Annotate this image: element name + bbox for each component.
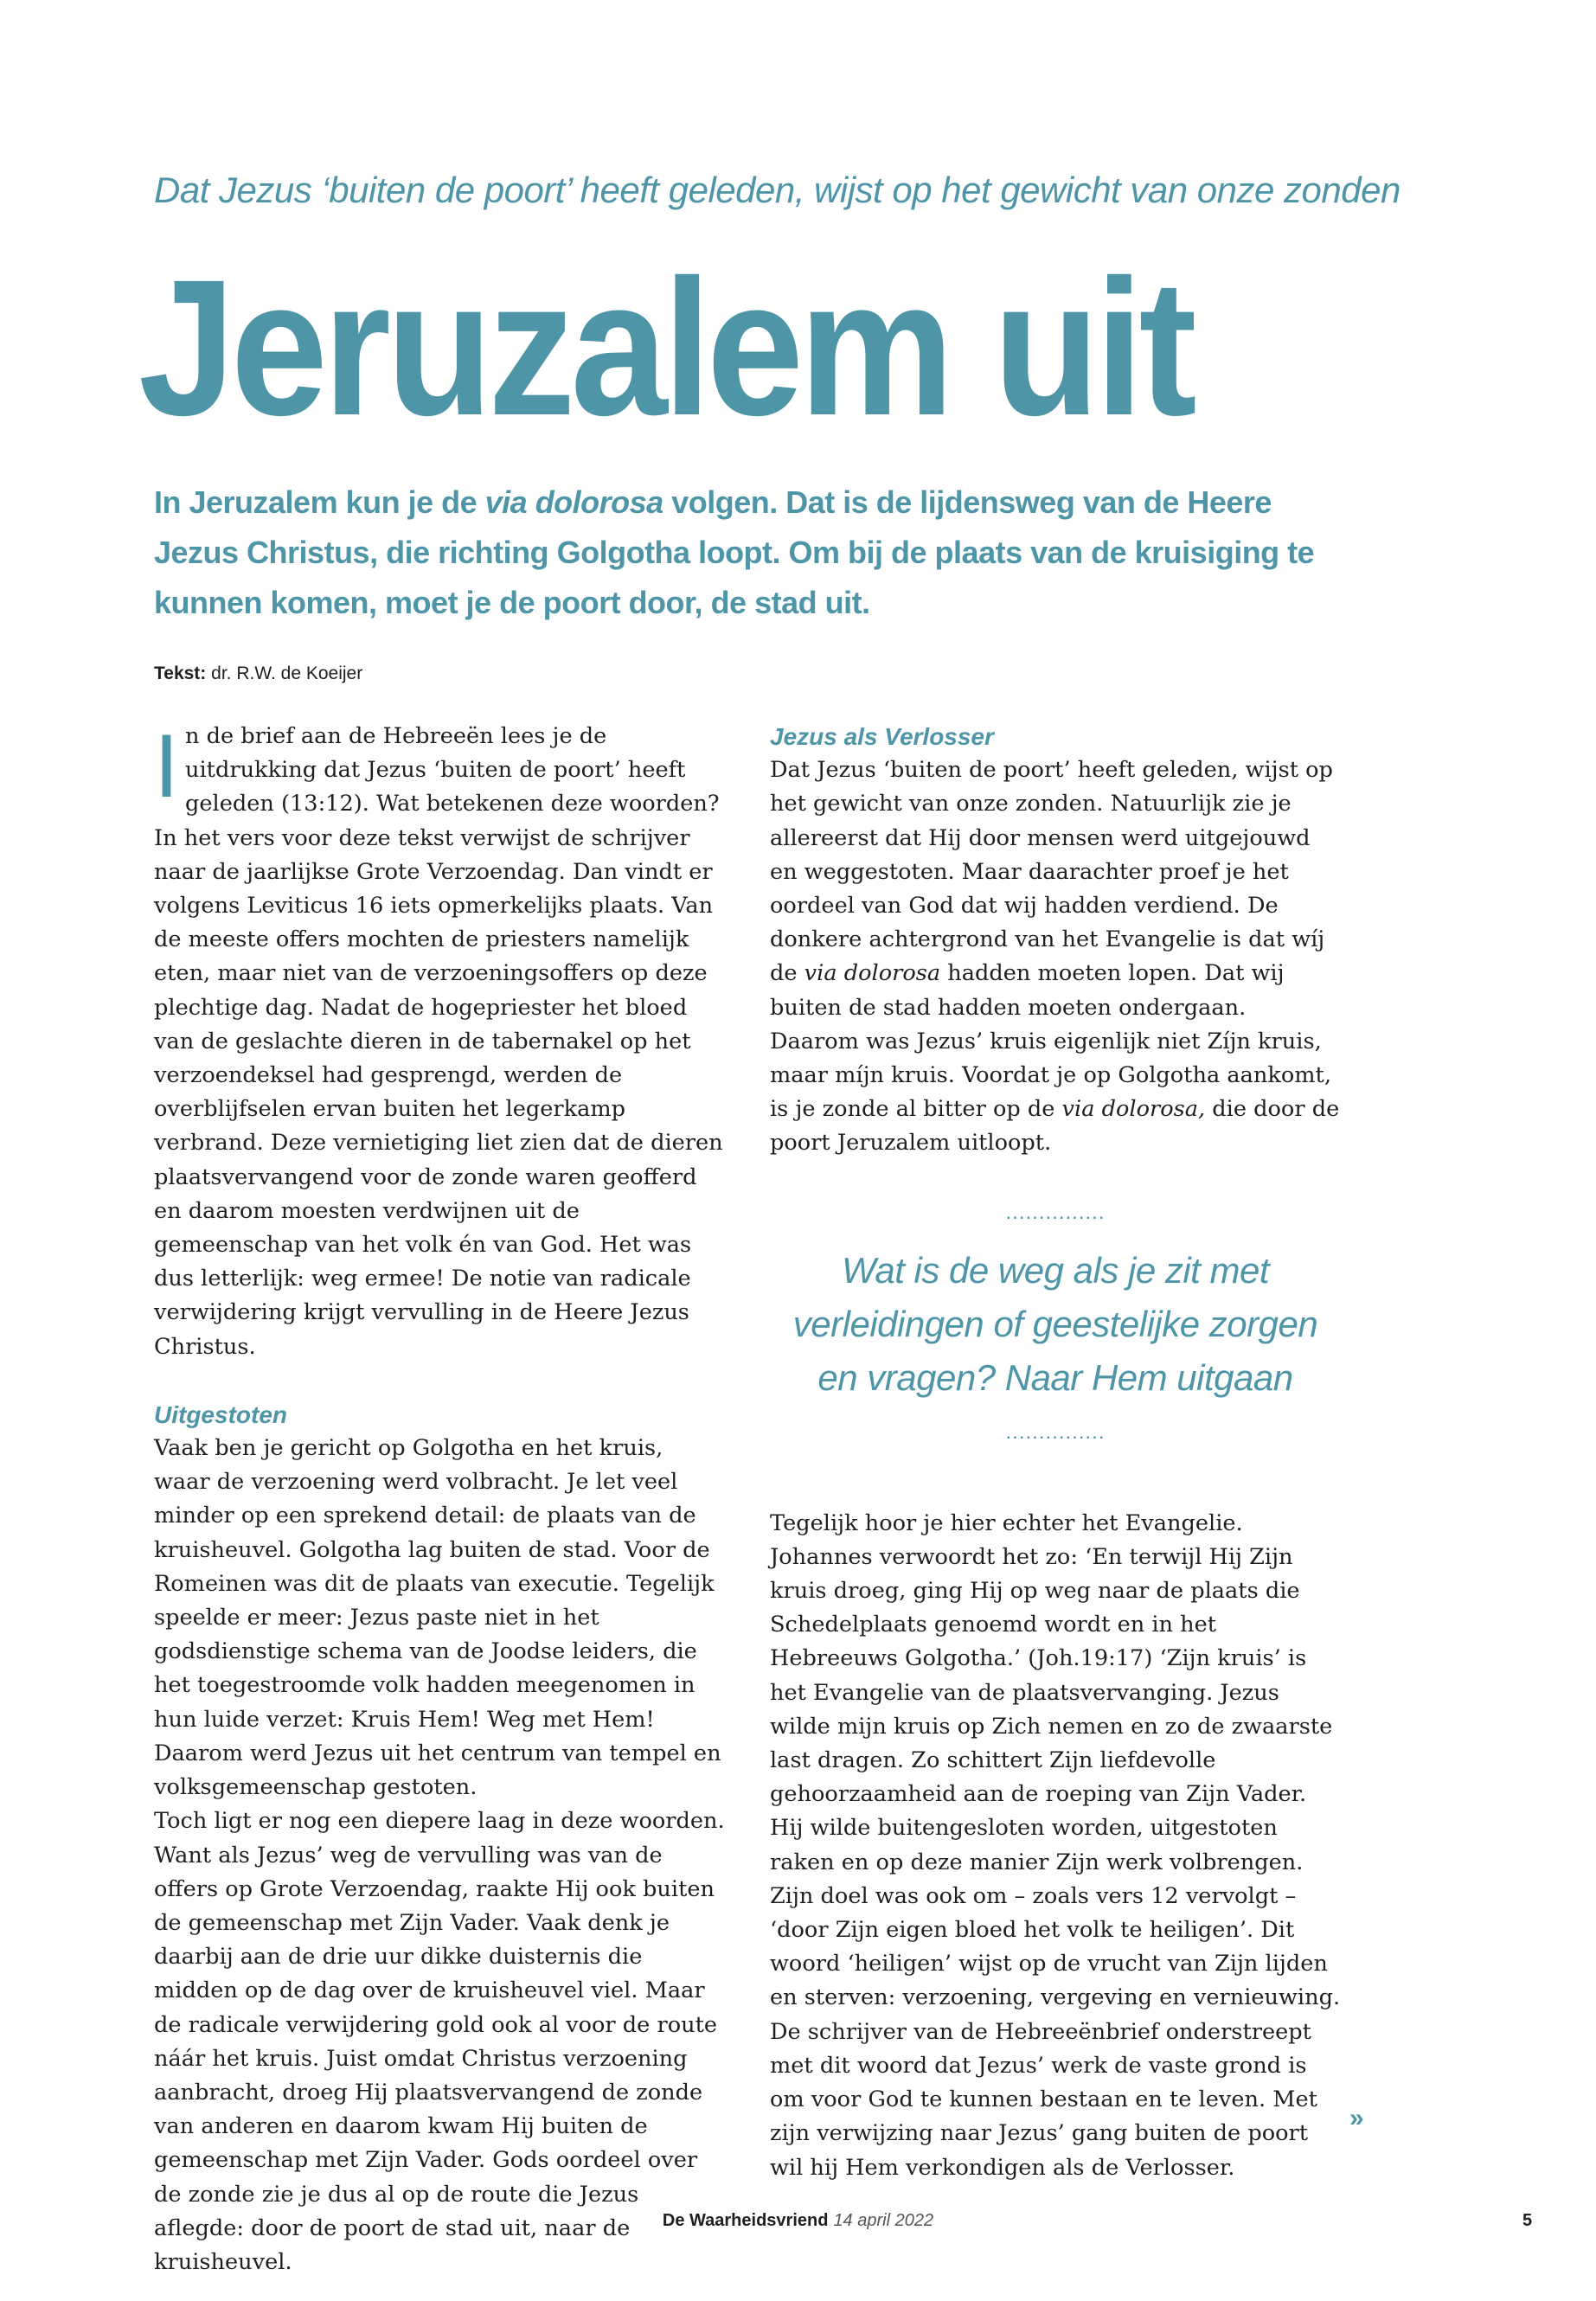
lead-italic: via dolorosa [484, 484, 663, 520]
publication-name: De Waarheidsvriend [662, 2211, 829, 2230]
lead-paragraph [154, 478, 1348, 628]
byline-author: dr. R.W. de Koeijer [211, 663, 363, 683]
body-paragraph: Zijn doel was ook om – zoals vers 12 vervolgt – ‘door Zijn eigen bloed het volk te heiligen’. Dit woord ‘heiligen’ wijst op de vrucht van Zijn lijden en sterven: verzoening, vergeving en vernieuwing. De schrijver van de Hebreeënbrief onderstreept met dit woord dat Jezus’ werk de vaste grond is om voor God te kunnen bestaan en te leven. Met zijn verwijzing naar Jezus’ gang buiten de poort wil hij Hem verkondigen als de Verlosser. [770, 1882, 1341, 2181]
body-paragraph [770, 753, 1341, 1160]
intro-text: n de brief aan de Hebreeën lees je de uitdrukking dat Jezus ‘buiten de poort’ heeft geleden (13:12). Wat betekenen deze woorden? In het vers voor deze tekst verwijst de schrijver naar de jaarlijkse Grote Verzoendag. Dan vindt er volgens Leviticus 16 iets opmerkelijks plaats. Van de meeste offers mochten de priesters namelijk eten, maar niet van de verzoeningsoffers op deze plechtige dag. Nadat de hogepriester het bloed van de geslachte dieren in de tabernakel op het verzoendeksel had gesprengd, werden de overblijfselen ervan buiten het legerkamp verbrand. Deze vernietiging liet zien dat de dieren plaatsvervangend voor de zonde waren geofferd en daarom moesten verdwijnen uit de gemeenschap van het volk én van God. Het was dus letterlijk: weg ermee! De notie van radicale verwijdering krijgt vervulling in de Heere Jezus Christus. [154, 723, 723, 1360]
lead-text: In Jeruzalem kun je de [154, 484, 485, 520]
footer [0, 2211, 1596, 2231]
byline [154, 661, 673, 687]
body-text: hadden moeten lopen. Dat wij buiten de stad hadden moeten ondergaan. Daarom was Jezus’ kruis eigenlijk niet Zíjn kruis, maar míjn kruis. Voordat je op Golgotha aankomt, is je zonde al bitter op de [770, 960, 1331, 1123]
drop-cap: I [154, 716, 179, 817]
quote-divider-top: ............... [1005, 1200, 1106, 1224]
body-text: Dat Jezus ‘buiten de poort’ heeft geleden, wijst op het gewicht van onze zonden. Natuurlijk zie je allereerst dat Hij door mensen werd uitgejouwd en weggestoten. Maar daarachter proef je het oordeel van God dat wij hadden verdiend. De donkere achtergrond van het Evangelie is dat wíj de [770, 757, 1333, 987]
body-paragraph: Toch ligt er nog een diepere laag in deze woorden. Want als Jezus’ weg de vervulling was van de offers op Grote Verzoendag, raakte Hij ook buiten de gemeenschap met Zijn Vader. Vaak denk je daarbij aan de drie uur dikke duisternis die midden op de dag over de kruisheuvel viel. Maar de radicale verwijdering gold ook al voor de route náár het kruis. Juist omdat Christus verzoening aanbracht, droeg Hij plaatsvervangend de zonde van anderen en daarom kwam Hij buiten de gemeenschap met Zijn Vader. Gods oordeel over de zonde zie je dus al op de route die Jezus aflegde: door de poort de stad uit, naar de kruisheuvel. [154, 1808, 725, 2275]
page-title: Jeruzalem uit [138, 240, 1193, 456]
left-column [154, 716, 725, 2279]
kicker: Dat Jezus ‘buiten de poort’ heeft geleden, wijst op het gewicht van onze zonden [154, 170, 1401, 210]
right-column [770, 720, 1341, 2185]
lead-text-continued: volgen. Dat is de lijdensweg van de Heere Jezus Christus, die richting Golgotha loopt. Om bij de plaats van de kruisiging te kunnen komen, moet je de poort door, de stad uit. [154, 484, 1315, 620]
pull-quote: Wat is de weg als je zit met verleidingen of geestelijke zorgen en vragen? Naar Hem uitgaan [792, 1249, 1318, 1398]
page-number: 5 [1522, 2211, 1533, 2230]
intro-paragraph [154, 716, 725, 1364]
quote-divider-bottom: ............... [1005, 1420, 1106, 1444]
subhead-verlosser: Jezus als Verlosser [770, 723, 994, 750]
continue-arrow-icon: » [1349, 2104, 1364, 2132]
body-paragraph: Tegelijk hoor je hier echter het Evangelie. Johannes verwoordt het zo: ‘En terwijl Hij Zijn kruis droeg, ging Hij op weg naar de plaats die Schedelplaats genoemd wordt en in het Hebreeuws Golgotha.’ (Joh.19:17) ‘Zijn kruis’ is het Evangelie van de plaatsvervanging. Jezus wilde mijn kruis op Zich nemen en zo de zwaarste last dragen. Zo schittert Zijn liefdevolle gehoorzaamheid aan de roeping van Zijn Vader. Hij wilde buitengesloten worden, uitgestoten raken en op deze manier Zijn werk volbrengen. [770, 1509, 1333, 1875]
body-text: die door de poort Jeruzalem uitloopt. [770, 1096, 1340, 1157]
publication-date: 14 april 2022 [833, 2211, 934, 2230]
body-paragraph: Vaak ben je gericht op Golgotha en het kruis, waar de verzoening werd volbracht. Je let veel minder op een sprekend detail: de plaats van de kruisheuvel. Golgotha lag buiten de stad. Voor de Romeinen was dit de plaats van executie. Tegelijk speelde er meer: Jezus paste niet in het godsdienstige schema van de Joodse leiders, die het toegestroomde volk hadden meegenomen in hun luide verzet: Kruis Hem! Weg met Hem! Daarom werd Jezus uit het centrum van tempel en volksgemeenschap gestoten. [154, 1435, 721, 1801]
body-italic: via dolorosa [804, 960, 941, 987]
byline-label: Tekst: [154, 663, 207, 683]
body-italic: via dolorosa, [1061, 1096, 1206, 1123]
subhead-uitgestoten: Uitgestoten [154, 1400, 287, 1428]
